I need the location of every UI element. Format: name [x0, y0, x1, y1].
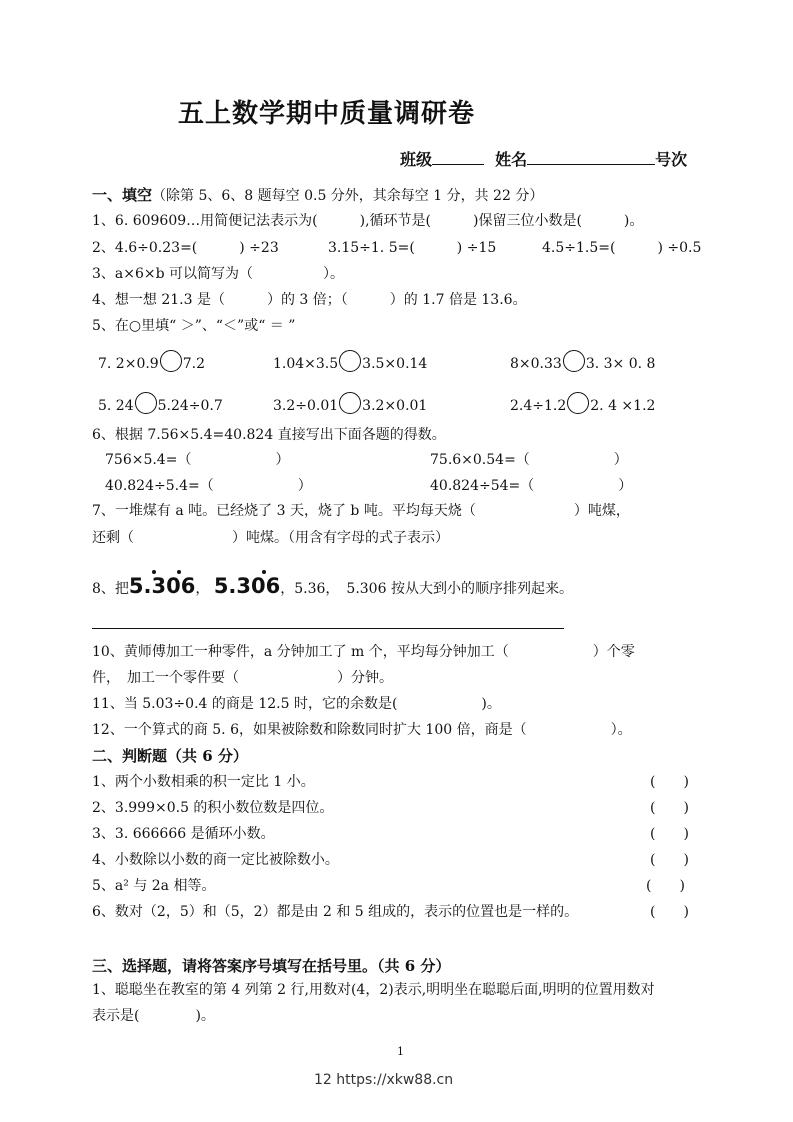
compare-item: 1.04×3.5 3.5×0.14 — [273, 350, 427, 372]
q6-item: 756×5.4=（ ） — [105, 452, 290, 468]
section1-heading-note: （除第 5、6、8 题每空 0.5 分外，其余每空 1 分，共 22 分） — [152, 188, 544, 204]
q6-item: 40.824÷5.4=（ ） — [105, 478, 312, 494]
compare-item: 2.4÷1.2 2. 4 ×1.2 — [510, 392, 655, 414]
question-3: 3、a×6×b 可以简写为（ ）。 — [92, 266, 345, 282]
page-title: 五上数学期中质量调研卷 — [178, 99, 476, 129]
answer-line — [92, 628, 564, 629]
q8-prefix: 8、把 — [92, 581, 129, 597]
judge-item: 4、小数除以小数的商一定比被除数小。 — [92, 852, 339, 868]
compare-circle[interactable] — [135, 392, 157, 414]
compare-circle[interactable] — [563, 350, 585, 372]
question-11: 11、当 5.03÷0.4 的商是 12.5 时，它的余数是( )。 — [92, 696, 501, 712]
question-7-line2: 还剩（ ）吨煤。（用含有字母的式子表示） — [92, 530, 449, 546]
q8-suffix: ，5.36， 5.306 按从大到小的顺序排列起来。 — [280, 581, 573, 597]
class-info — [400, 147, 687, 170]
question-2c: 4.5÷1.5=( ) ÷0.5 — [542, 240, 702, 256]
question-2b: 3.15÷1. 5=( ) ÷15 — [328, 240, 497, 256]
page-number: 1 — [397, 1045, 404, 1058]
compare-circle[interactable] — [339, 392, 361, 414]
question-2a: 2、4.6÷0.23=( ) ÷23 — [92, 240, 279, 256]
repeating-dot — [177, 570, 181, 574]
compare-item: 3.2÷0.01 3.2×0.01 — [273, 392, 427, 414]
choice-question-1-line1: 1、聪聪坐在教室的第 4 列第 2 行,用数对(4，2)表示,明明坐在聪聪后面,明明的位置用数对 — [92, 982, 655, 998]
footer-watermark: 12 https://xkw88.cn — [314, 1072, 454, 1088]
section3-heading: 三、选择题，请将答案序号填写在括号里。（共 6 分） — [92, 957, 451, 975]
question-6: 6、根据 7.56×5.4=40.824 直接写出下面各题的得数。 — [92, 427, 446, 443]
class-label: 班级 — [400, 150, 433, 169]
judge-bracket[interactable]: ( ) — [650, 852, 689, 868]
section1-heading-row — [92, 184, 543, 205]
judge-item: 6、数对（2，5）和（5，2）都是由 2 和 5 组成的，表示的位置也是一样的。 — [92, 904, 579, 920]
choice-question-1-line2: 表示是( )。 — [92, 1008, 215, 1024]
judge-bracket[interactable]: ( ) — [650, 826, 689, 842]
name-blank — [527, 148, 655, 165]
repeating-dot — [262, 570, 266, 574]
question-7-line1: 7、一堆煤有 a 吨。已经烧了 3 天，烧了 b 吨。平均每天烧（ ）吨煤， — [92, 503, 630, 519]
judge-bracket[interactable]: ( ) — [646, 878, 685, 894]
class-blank — [432, 148, 484, 165]
judge-item: 3、3. 666666 是循环小数。 — [92, 826, 275, 842]
judge-bracket[interactable]: ( ) — [650, 904, 689, 920]
section1-heading: 一、填空 — [92, 186, 153, 204]
question-4: 4、想一想 21.3 是（ ）的 3 倍；（ ）的 1.7 倍是 13.6。 — [92, 292, 527, 308]
compare-item: 8×0.33 3. 3× 0. 8 — [510, 350, 655, 372]
compare-circle[interactable] — [339, 350, 361, 372]
q6-item: 75.6×0.54=（ ） — [430, 452, 628, 468]
q6-item: 40.824÷54=（ ） — [430, 478, 633, 494]
repeating-dot — [152, 570, 156, 574]
judge-item: 1、两个小数相乘的积一定比 1 小。 — [92, 774, 315, 790]
section2-heading: 二、判断题（共 6 分） — [92, 747, 248, 765]
question-10-line2: 件， 加工一个零件要（ ）分钟。 — [92, 670, 393, 686]
judge-item: 2、3.999×0.5 的积小数位数是四位。 — [92, 800, 334, 816]
question-1: 1、6. 609609…用简便记法表示为( ),循环节是( )保留三位小数是( )。 — [92, 213, 644, 229]
compare-item: 7. 2×0.9 7.2 — [98, 350, 205, 372]
question-12: 12、一个算式的商 5. 6，如果被除数和除数同时扩大 100 倍，商是（ ）。 — [92, 722, 632, 738]
judge-bracket[interactable]: ( ) — [650, 774, 689, 790]
q8-number-repeating-2: 5.306 — [214, 574, 280, 598]
question-10-line1: 10、黄师傅加工一种零件，a 分钟加工了 m 个，平均每分钟加工（ ）个零 — [92, 644, 635, 660]
compare-item: 5. 24 5.24÷0.7 — [98, 392, 223, 414]
compare-circle[interactable] — [567, 392, 589, 414]
compare-circle[interactable] — [160, 350, 182, 372]
q8-number-repeating-1: 5.306 — [129, 574, 195, 598]
number-label: 号次 — [655, 150, 688, 169]
judge-item: 5、a² 与 2a 相等。 — [92, 878, 216, 894]
question-5: 5、在○里填“ ＞”、“＜”或“ ＝ ” — [92, 318, 296, 334]
question-8: 8、把 5.306， 5.306，5.36， 5.306 按从大到小的顺序排列起来。 — [92, 574, 573, 598]
name-label: 姓名 — [495, 150, 528, 169]
judge-bracket[interactable]: ( ) — [650, 800, 689, 816]
